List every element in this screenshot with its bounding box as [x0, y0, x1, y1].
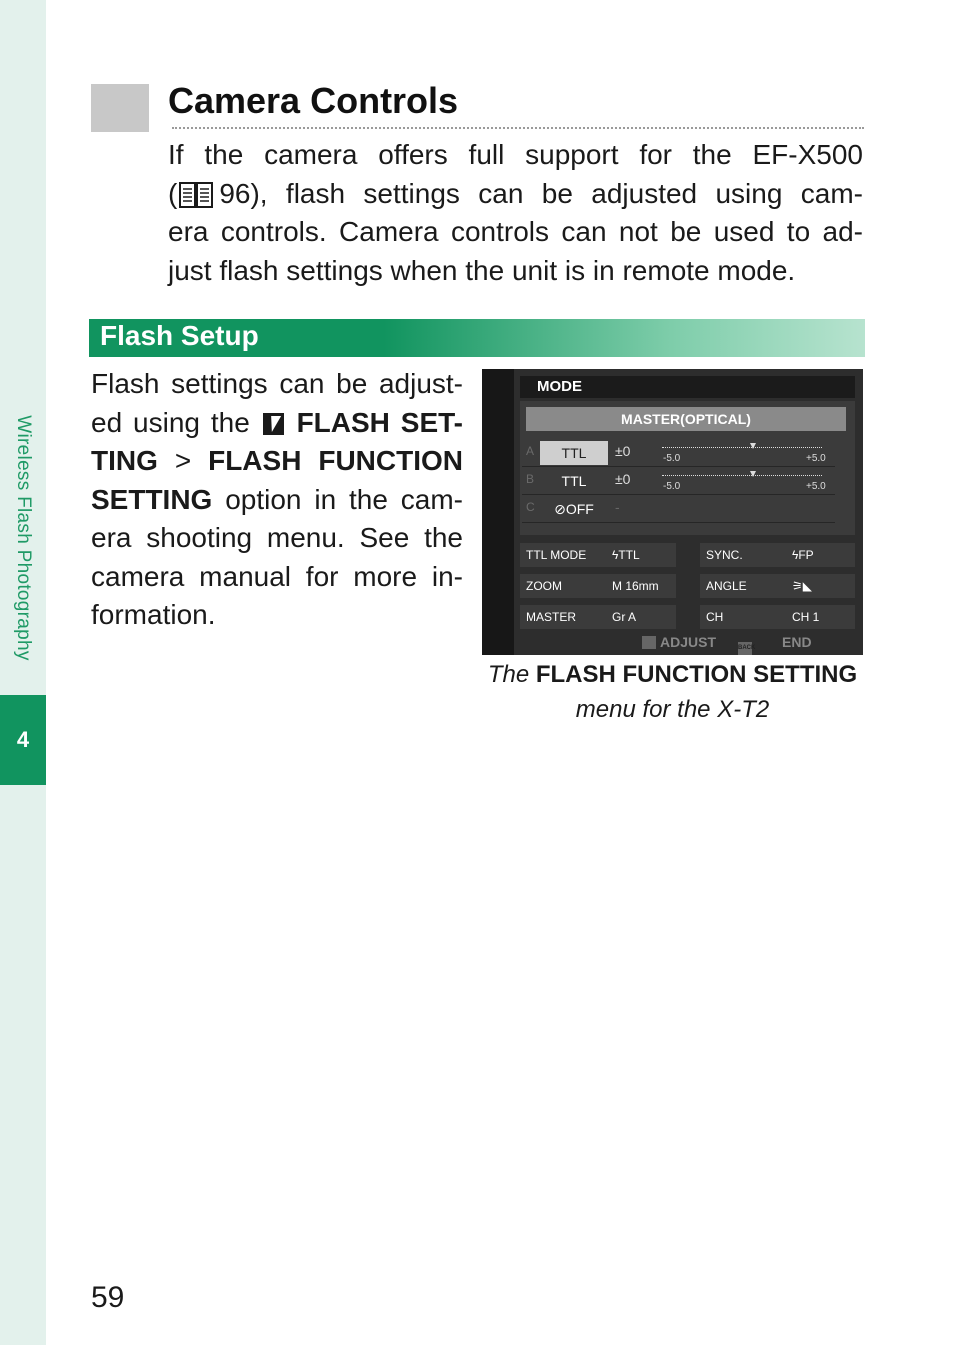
scale-marker-icon: [750, 471, 756, 477]
page-title: Camera Controls: [168, 80, 459, 121]
selector-icon: [642, 636, 656, 649]
intro-line: era controls. Camera controls can not be used to ad-: [168, 216, 863, 247]
group-mode: TTL: [540, 441, 608, 465]
setting-channel: CH CH 1: [700, 605, 855, 629]
section-header: Flash Setup: [89, 319, 865, 357]
back-button-icon: BACK: [738, 642, 752, 655]
setting-master: MASTER Gr A: [520, 605, 676, 629]
compensation-scale: [662, 447, 822, 456]
setting-angle: ANGLE ⚞◣: [700, 574, 855, 598]
camera-menu-screenshot: [482, 369, 863, 655]
body-paragraph: Flash settings can be adjust- ed using the FLASH SET- TING > FLASH FUNCTION SETTING option in the cam- era shooting menu. See the camera manual for more in- formation.: [91, 368, 464, 630]
menu-mode-title: MODE: [520, 376, 855, 398]
dotted-rule: [172, 127, 864, 129]
screen-left-border: [482, 369, 514, 655]
heading-marker: [91, 84, 149, 132]
page-number: 59: [91, 1281, 125, 1314]
intro-line: just flash settings when the unit is in remote mode.: [168, 254, 796, 286]
chapter-tab: 4: [0, 695, 46, 785]
master-optical-label: MASTER(OPTICAL): [526, 407, 846, 431]
group-row-c: C ⊘OFF -: [522, 496, 835, 523]
intro-line: If the camera offers full support for the EF-X500: [168, 139, 863, 170]
flash-icon: [263, 413, 284, 435]
setting-sync: SYNC. ϟFP: [700, 543, 855, 567]
menu-footer: ADJUST BACK END: [642, 634, 812, 655]
section-side-label: Wireless Flash Photography: [13, 415, 34, 661]
manual-page-icon: [179, 182, 213, 208]
group-row-b: B TTL ±0 -5.0 +5.0: [522, 468, 835, 495]
setting-zoom: ZOOM M 16mm: [520, 574, 676, 598]
group-mode: ⊘OFF: [554, 501, 594, 517]
figure-caption: The FLASH FUNCTION SETTING menu for the X-T2: [487, 661, 858, 723]
group-mode: TTL: [561, 473, 587, 489]
scale-marker-icon: [750, 443, 756, 449]
intro-paragraph: [168, 136, 863, 290]
group-row-a: A TTL ±0 -5.0 +5.0: [522, 440, 835, 467]
intro-ref-prefix: (: [168, 177, 178, 209]
intro-line-ref: [168, 175, 863, 214]
compensation-scale: [662, 475, 822, 484]
intro-ref-page: 96), flash settings can be adjusted using cam-: [219, 177, 863, 209]
setting-ttl-mode: TTL MODE ϟTTL: [520, 543, 676, 567]
